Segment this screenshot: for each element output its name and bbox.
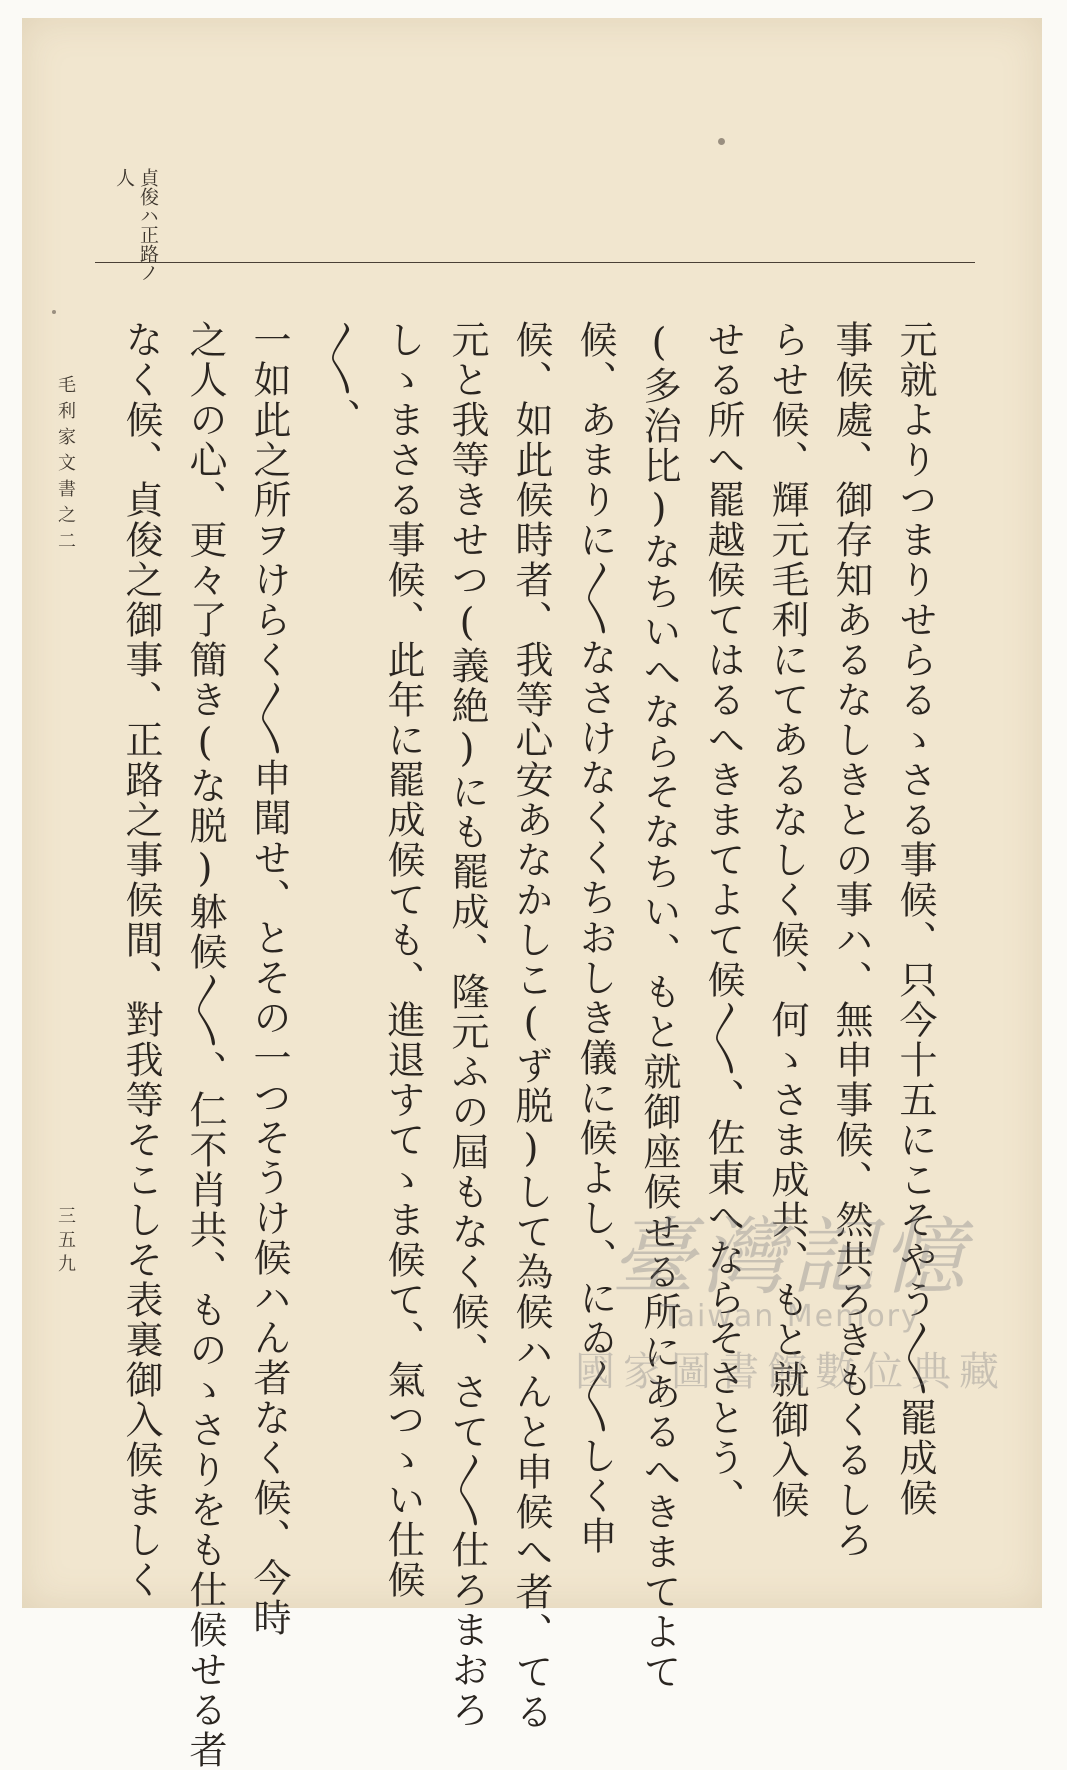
text-line: せる所へ罷越候てはるへきまてよて候〳〵、佐東へならそさとう、	[701, 320, 745, 1518]
text-line: しゝまさる事候、此年に罷成候ても、進退すてゝま候て、氣つゝい仕候	[381, 320, 425, 1600]
text-line: なく候、貞俊之御事、正路之事候間、對我等そこしそ表裏御入候ましく	[119, 320, 163, 1600]
watermark-english: Taiwan Memory	[661, 1299, 921, 1334]
watermark-chinese: 臺灣記憶	[610, 1208, 971, 1306]
text-line: らせ候、輝元毛利にてあるなしく候、何ゝさま成共、もと就御入候	[765, 320, 809, 1520]
paper-speck	[52, 310, 56, 314]
text-line: 元と我等きせつ(義絶)にも罷成、隆元ふの屆もなく候、さて〳〵仕ろまおろ	[445, 320, 489, 1730]
page-number: 三五九	[55, 1206, 76, 1278]
text-line: 候、如此候時者、我等心安あなかしこ(ず脱)して為候ハんと申候へ者、てる	[509, 320, 553, 1732]
text-line: 候、あまりに〳〵なさけなくくちおしき儀に候よし、にゐ〳〵しく申	[573, 320, 617, 1556]
text-line: (多治比)なちいへならそなちい、もと就御座候せる所にあるへきまてよて	[637, 320, 681, 1692]
marginal-headnote: 貞俊ハ正路ノ人	[113, 168, 159, 282]
watermark-institution: 國家圖書館數位典藏	[575, 1349, 1007, 1395]
paper-speck	[718, 138, 725, 145]
text-line: 〳〵、	[317, 320, 361, 438]
watermark	[575, 1190, 1007, 1397]
text-line: 之人の心、更々了簡き(な脱)躰候〳〵、仁不肖共、ものゝさりをも仕候せる者	[183, 320, 227, 1770]
text-line: 一如此之所ヲけらく〳〵申聞せ、とその一つそうけ候ハん者なく候、今時	[247, 320, 291, 1638]
header-rule	[95, 262, 975, 263]
text-line: 元就よりつまりせらるゝさる事候、只今十五にこそやう〳〵罷成候	[893, 320, 937, 1518]
text-line: 事候處、御存知あるなしきとの事ハ、無申事候、然共ろきもくるしろ	[829, 320, 873, 1560]
running-title: 毛利家文書之二	[55, 375, 76, 557]
